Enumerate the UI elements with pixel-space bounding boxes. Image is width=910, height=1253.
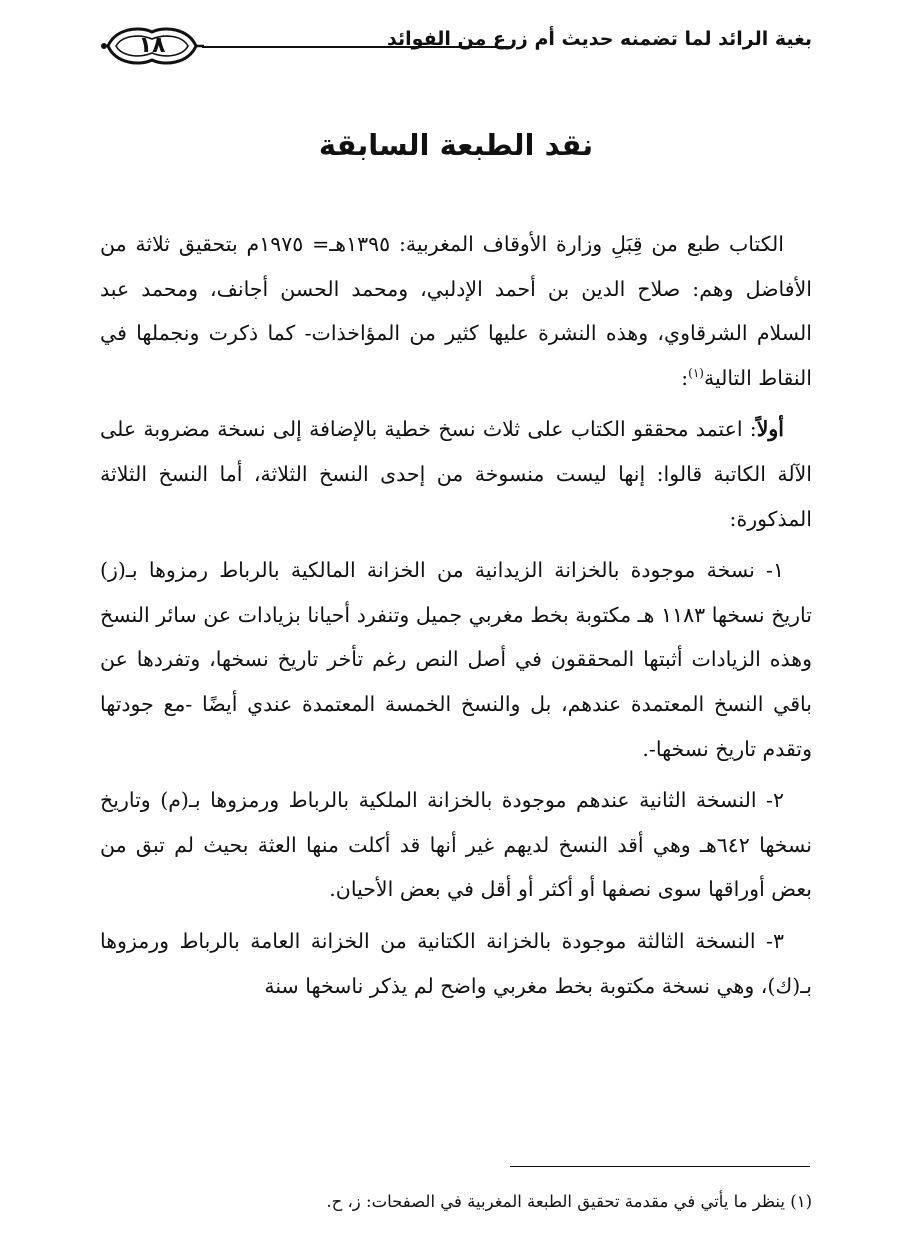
page-number: ١٨ xyxy=(138,33,166,58)
running-title: بغية الرائد لما تضمنه حديث أم زرع من الفوائد xyxy=(387,28,812,50)
paragraph-first xyxy=(100,407,812,541)
intro-end: : xyxy=(681,365,689,390)
paragraph-intro xyxy=(100,222,812,400)
footnote: (١) ينظر ما يأتي في مقدمة تحقيق الطبعة المغربية في الصفحات: ز، ح. xyxy=(326,1192,812,1211)
section-title: نقد الطبعة السابقة xyxy=(318,128,594,162)
intro-text: الكتاب طبع من قِبَلِ وزارة الأوقاف المغربية: ١٣٩٥هـ= ١٩٧٥م بتحقيق ثلاثة من الأفاضل وهم: صلاح الدين بن أحمد الإدلبي، ومحمد الحسن أجانف، ومحمد عبد السلام الشرقاوي، وهذه النشرة عليها كثير من المؤاخذات- كما ذكرت ونجملها في النقاط التالية xyxy=(100,232,812,390)
first-lead-word: أولاً xyxy=(756,417,784,442)
paragraph-item-1: ١- نسخة موجودة بالخزانة الزيدانية من الخزانة المالكية بالرباط رمزوها بـ(ز) تاريخ نسخها ١١٨٣ هـ مكتوبة بخط مغربي جميل وتنفرد أحيانا بزيادات عن سائر النسخ وهذه الزيادات أثبتها المحققون في أصل النص رغم تأخر تاريخ نسخها، وتفردها عن باقي النسخ المعتمدة عندهم، بل والنسخ الخمسة المعتمدة عندي أيضًا -مع جودتها وتقدم تاريخ نسخها-. xyxy=(100,558,813,761)
page-header xyxy=(100,22,812,74)
footnote-ref: (١) xyxy=(688,365,704,380)
paragraph-item-2: ٢- النسخة الثانية عندهم موجودة بالخزانة الملكية بالرباط ورمزوها بـ(م) وتاريخ نسخها ٦٤٢هـ وهي أقد النسخ لديهم غير أنها قد أكلت منها العثة بحيث لم تبق من بعض أوراقها سوى نصفها أو أكثر أو أقل في بعض الأحيان. xyxy=(100,788,812,902)
paragraph-item-3: ٣- النسخة الثالثة موجودة بالخزانة الكتانية من الخزانة العامة بالرباط ورمزوها بـ(ك)، وهي نسخة مكتوبة بخط مغربي واضح لم يذكر ناسخها سنة xyxy=(100,928,812,998)
footnote-rule xyxy=(510,1166,810,1167)
first-text: : اعتمد محققو الكتاب على ثلاث نسخ خطية بالإضافة إلى نسخة مضروبة على الآلة الكاتبة قالوا: إنها ليست منسوخة من إحدى النسخ الثلاثة، أما النسخ الثلاثة المذكورة: xyxy=(100,417,812,531)
body-text xyxy=(100,222,812,1015)
